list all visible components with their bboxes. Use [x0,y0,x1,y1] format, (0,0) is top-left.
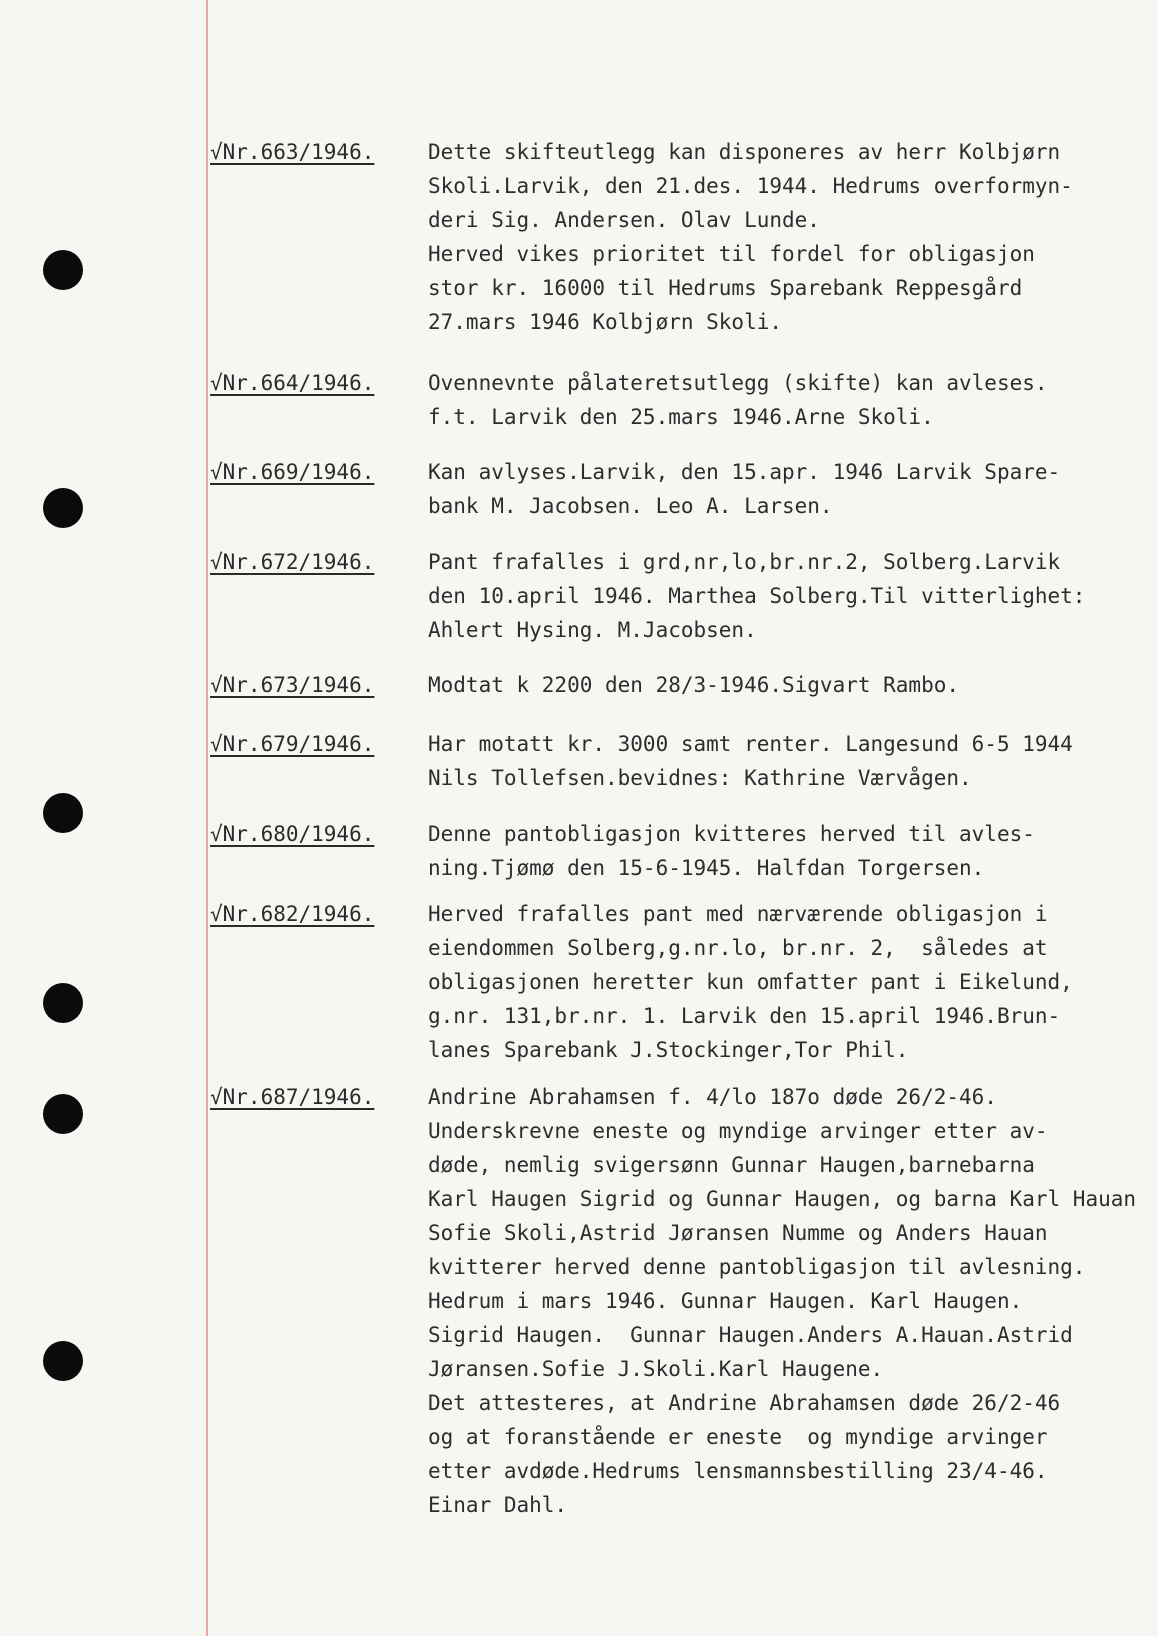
entry-number: √Nr.687/1946. [210,1085,375,1109]
entry-number: √Nr.672/1946. [210,550,375,574]
entry-text [428,455,1148,523]
text-line: kvitterer herved denne pantobligasjon til avlesning. [428,1255,1086,1279]
text-line: Herved vikes prioritet til fordel for obligasjon [428,242,1035,266]
text-line: bank M. Jacobsen. Leo A. Larsen. [428,494,833,518]
text-line: Sofie Skoli,Astrid Jøransen Numme og Anders Hauan [428,1221,1048,1245]
text-line: Det attesteres, at Andrine Abrahamsen døde 26/2-46 [428,1391,1061,1415]
entry-text [428,545,1148,647]
text-line: Skoli.Larvik, den 21.des. 1944. Hedrums overformyn- [428,174,1073,198]
punch-hole [43,1341,83,1381]
text-line: og at foranstående er eneste og myndige arvinger [428,1425,1048,1449]
text-line: 27.mars 1946 Kolbjørn Skoli. [428,310,783,334]
entry-number: √Nr.673/1946. [210,673,375,697]
text-line: obligasjonen heretter kun omfatter pant i Eikelund, [428,970,1073,994]
text-line: eiendommen Solberg,g.nr.lo, br.nr. 2, således at [428,936,1048,960]
entry-text [428,1080,1148,1522]
text-line: Andrine Abrahamsen f. 4/lo 187o døde 26/2-46. [428,1085,997,1109]
entry-text [428,366,1148,434]
punch-hole [43,793,83,833]
text-line: Hedrum i mars 1946. Gunnar Haugen. Karl Haugen. [428,1289,1023,1313]
entry-number: √Nr.664/1946. [210,371,375,395]
text-line: Dette skifteutlegg kan disponeres av herr Kolbjørn [428,140,1061,164]
entry-number: √Nr.679/1946. [210,732,375,756]
entry-text [428,897,1148,1067]
text-line: Pant frafalles i grd,nr,lo,br.nr.2, Solberg.Larvik [428,550,1061,574]
text-line: g.nr. 131,br.nr. 1. Larvik den 15.april 1946.Brun- [428,1004,1061,1028]
punch-hole [43,488,83,528]
text-line: Denne pantobligasjon kvitteres herved til avles- [428,822,1035,846]
text-line: Modtat k 2200 den 28/3-1946.Sigvart Rambo. [428,673,960,697]
entry-number: √Nr.669/1946. [210,460,375,484]
text-line: Ovennevnte pålateretsutlegg (skifte) kan avleses. [428,371,1048,395]
text-line: Ahlert Hysing. M.Jacobsen. [428,618,757,642]
text-line: Einar Dahl. [428,1493,568,1517]
entry-text [428,727,1148,795]
text-line: Kan avlyses.Larvik, den 15.apr. 1946 Larvik Spare- [428,460,1061,484]
text-line: Sigrid Haugen. Gunnar Haugen.Anders A.Hauan.Astrid [428,1323,1073,1347]
text-line: deri Sig. Andersen. Olav Lunde. [428,208,820,232]
text-line: døde, nemlig svigersønn Gunnar Haugen,barnebarna [428,1153,1035,1177]
punch-hole [43,1094,83,1134]
text-line: Jøransen.Sofie J.Skoli.Karl Haugene. [428,1357,884,1381]
margin-line [206,0,208,1636]
entry-text [428,668,1148,702]
entry-number: √Nr.682/1946. [210,902,375,926]
text-line: f.t. Larvik den 25.mars 1946.Arne Skoli. [428,405,934,429]
punch-hole [43,250,83,290]
entry-number: √Nr.663/1946. [210,140,375,164]
text-line: Har motatt kr. 3000 samt renter. Langesund 6-5 1944 [428,732,1073,756]
text-line: ning.Tjømø den 15-6-1945. Halfdan Torgersen. [428,856,985,880]
text-line: stor kr. 16000 til Hedrums Sparebank Reppesgård [428,276,1023,300]
punch-hole [43,983,83,1023]
text-line: etter avdøde.Hedrums lensmannsbestilling 23/4-46. [428,1459,1048,1483]
text-line: Karl Haugen Sigrid og Gunnar Haugen, og barna Karl Hauan [428,1187,1137,1211]
entry-number: √Nr.680/1946. [210,822,375,846]
entry-text [428,817,1148,885]
text-line: den 10.april 1946. Marthea Solberg.Til vitterlighet: [428,584,1086,608]
text-line: Nils Tollefsen.bevidnes: Kathrine Værvågen. [428,766,972,790]
text-line: Underskrevne eneste og myndige arvinger etter av- [428,1119,1048,1143]
text-line: lanes Sparebank J.Stockinger,Tor Phil. [428,1038,909,1062]
entry-text [428,135,1148,339]
text-line: Herved frafalles pant med nærværende obligasjon i [428,902,1048,926]
